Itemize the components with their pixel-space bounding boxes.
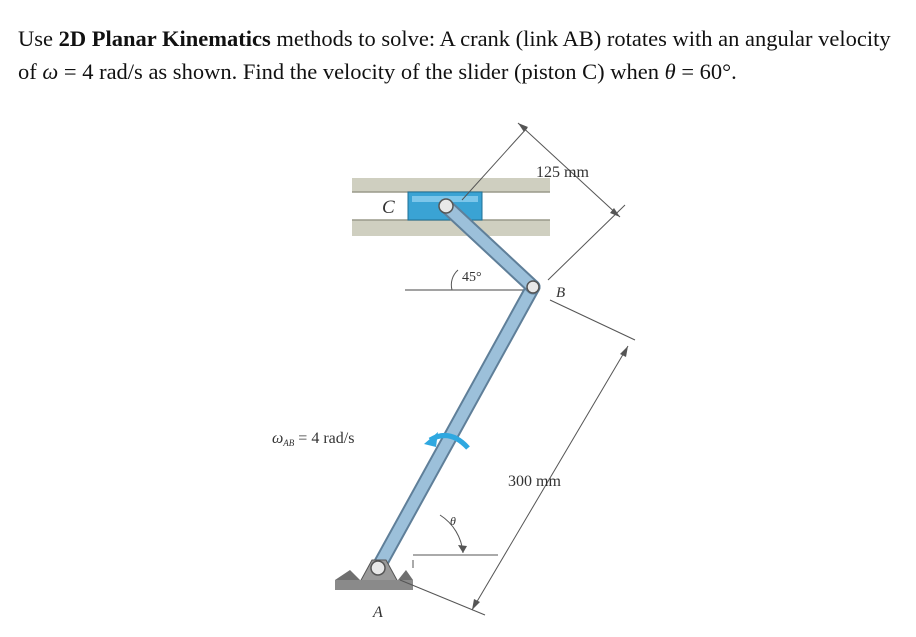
dim-300-arrow2 xyxy=(472,599,480,610)
dim-300-label: 300 mm xyxy=(508,473,561,490)
ground-base xyxy=(335,580,413,590)
angle-45-label: 45° xyxy=(462,270,482,285)
label-c: C xyxy=(382,197,395,218)
theta-symbol: θ xyxy=(664,59,676,84)
dim-125-label: 125 mm xyxy=(536,164,589,181)
dim-300-ext1 xyxy=(550,300,635,340)
pin-b xyxy=(527,281,539,293)
lower-guide xyxy=(352,220,550,236)
omega-ab-subscript: AB xyxy=(283,438,295,448)
dim-125-ext2 xyxy=(548,205,625,280)
theta-arrowhead xyxy=(458,545,467,553)
problem-text-bold: 2D Planar Kinematics xyxy=(58,26,271,51)
ground-right-hatch xyxy=(398,570,413,580)
ground-left-hatch xyxy=(335,570,360,580)
dim-300-arrow1 xyxy=(620,346,628,357)
pin-a xyxy=(371,561,385,575)
omega-ab-symbol: ω xyxy=(272,430,284,447)
problem-text-pre: Use xyxy=(18,26,59,51)
omega-arrowhead xyxy=(424,432,438,447)
link-bc-fill xyxy=(446,206,533,287)
label-b: B xyxy=(556,285,566,301)
omega-symbol: ω xyxy=(42,59,59,84)
omega-value: = 4 rad/s as shown. Find the velocity of the slider (piston C) when xyxy=(58,59,665,84)
pin-c xyxy=(439,199,453,213)
omega-ab-label xyxy=(272,430,354,448)
upper-guide xyxy=(352,178,550,192)
theta-value: = 60°. xyxy=(675,59,737,84)
label-a: A xyxy=(373,604,383,621)
omega-ab-value: = 4 rad/s xyxy=(294,430,355,447)
theta-label: θ xyxy=(450,514,456,528)
angle-45-arc xyxy=(451,270,458,290)
problem-text-mid: methods to solve: A crank (link AB) rotates with an angular velocity of xyxy=(18,26,891,84)
